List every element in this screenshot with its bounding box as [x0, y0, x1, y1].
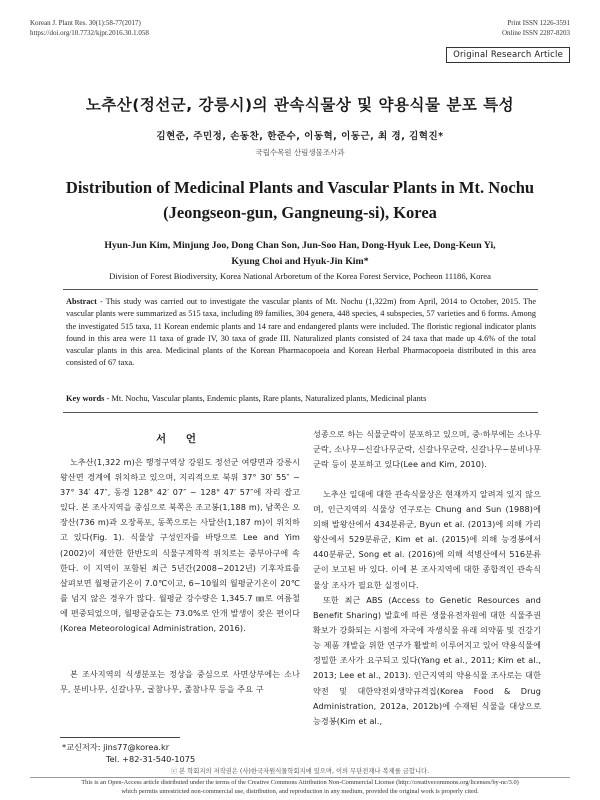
abstract-bottom-rule — [63, 412, 538, 413]
english-authors-line1: Hyun-Jun Kim, Minjung Joo, Dong Chan Son, Jun-Soo Han, Dong-Hyuk Lee, Dong-Keun Yi, — [104, 240, 496, 251]
license-line2: which permits unrestricted non-commercial use, distribution, and reproduction in any medium, provided the original work is properly cited. — [121, 788, 479, 795]
korean-affiliation: 국립수목원 산림생물조사과 — [255, 148, 345, 157]
article-type-badge: Original Research Article — [446, 47, 570, 63]
keywords-label: Key words — [66, 394, 105, 403]
body-right-paragraph-3: 또한 최근 ABS (Access to Genetic Resources and Benefit Sharing) 발효에 따른 생물유전자원에 대한 식물주권확보가 강화되는 시점에 자국에 자생식물 유래 의약품 및 건강기능 제품 개발을 위한 연구가 활발히 이루어지고 있어 약용식물에 정밀한 조사가 요구되고 있다(Yang et al., 2011; Kim et al., 2013; Lee et al., 2013). 인근지역의 약용식물 조사로는 대한약전 및 대한약전외생약규격집(Korea Food & Drug Administration, 2012a, 2012b)에 수재된 식물을 대상으로 능경봉(Kim et al., — [313, 595, 541, 726]
online-issn: Online ISSN 2287-8203 — [501, 29, 570, 37]
body-left-paragraph-2: 본 조사지역의 식생분포는 정상을 중심으로 사면상부에는 소나무, 분비나무, 신갈나무, 굴참나무, 졸참나무 등을 주요 구 — [60, 669, 300, 695]
english-affiliation: Division of Forest Biodiversity, Korea National Arboretum of the Korea Forest Service, Pocheon 11186, Korea — [109, 271, 491, 281]
abstract-top-rule — [63, 289, 538, 290]
body-left-paragraph-1: 노추산(1,322 m)은 행정구역상 강원도 정선군 여량면과 강릉시 왕산면 경계에 위치하고 있으며, 지리적으로 북위 37° 30′ 55″ ~ 37° 34′ 47″, 동경 128° 42′ 07″ ~ 128° 47′ 57″에 자리 잡고 있다. 본 조사지역을 중심으로 북쪽은 조고봉(1,188 m), 남쪽은 오장산(736 m)과 오장폭포, 동쪽으로는 사달산(1,187 m)이 위치하고 있다(Fig. 1). 식물상 구성인자를 바탕으로 Lee and Yim (2002)이 제안한 한반도의 식물구계학적 위치로는 중부아구에 속한다. 이 지역이 포함된 최근 5년간(2008~2012년) 기후자료를 살펴보면 월평균기온이 7.0℃이고, 6~10월의 월평균기온이 20℃를 넘지 않은 경우가 많다. 월평균 강수량은 1,345.7 ㎜로 여름철에 편중되었으며, 월평균습도는 73.0%로 안개 발생이 잦은 편이다(Korea Meteorological Administration, 2016). — [60, 457, 300, 634]
footnote-rule — [60, 737, 180, 738]
abstract-label: Abstract — [66, 297, 97, 306]
license-line1: This is an Open-Access article distributed under the terms of the Creative Commons Attribution Non-Commercial License (http://creativecommons.org/licenses/by-nc/3.0) — [81, 779, 519, 786]
keywords-text: - Mt. Nochu, Vascular plants, Endemic plants, Rare plants, Naturalized plants, Medicinal plants — [104, 394, 427, 403]
correspondence-email[interactable]: *교신저자: jins77@korea.kr — [62, 742, 170, 752]
korean-authors: 김현준, 주민정, 손동찬, 한준수, 이동혁, 이동근, 최 경, 김혁진* — [156, 131, 444, 142]
journal-citation: Korean J. Plant Res. 30(1):58-77(2017) — [30, 19, 141, 27]
footer-rule — [30, 777, 570, 778]
section-heading: 서 언 — [156, 433, 204, 445]
english-authors-line2: Kyung Choi and Hyuk-Jin Kim* — [231, 256, 369, 267]
copyright-note: ⓒ 본 학회지의 저작권은 (사)한국자원식물학회지에 있으며, 이의 무단전재나 복제를 금합니다. — [170, 768, 430, 775]
doi-link[interactable]: https://doi.org/10.7732/kjpr.2016.30.1.058 — [30, 29, 149, 37]
abstract — [66, 296, 536, 370]
print-issn: Print ISSN 1226-3591 — [507, 19, 570, 27]
correspondence-tel: Tel. +82-31-540-1075 — [106, 754, 196, 764]
keywords — [66, 394, 536, 403]
body-right-paragraph-2: 노추산 일대에 대한 관속식물상은 현재까지 알려져 있지 않으며, 인근지역의 식물상 연구로는 Chung and Sun (1988)에 의해 발왕산에서 434분류군, Byun et al. (2013)에 의해 가리왕산에서 529분류군, Kim et al. (2015)에 의해 능경봉에서 440분류군, Song et al. (2016)에 의해 석병산에서 516분류군이 보고된 바 있다. 이에 본 조사지역에 대한 종합적인 관속식물상 조사가 필요한 실정이다. — [313, 489, 541, 590]
korean-title: 노추산(정선군, 강릉시)의 관속식물상 및 약용식물 분포 특성 — [85, 96, 515, 114]
abstract-text: - This study was carried out to investigate the vascular plants of Mt. Nochu (1,322m) from April, 2014 to October, 2015. The vascular plants were summarized as 515 taxa, including 89 families, 304 genera, 448 species, 4 subspecies, 57 varieties and 6 forms. Among the investigated 515 taxa, 11 Korean endemic plants and 14 rare and endangered plants were included. The floristic regional indicator plants found in this area were 11 taxa of grade IV, 30 taxa of grade III. Naturalized plants consisted of 24 taxa that made up 4.6% of the total vascular plants in this area. Medicinal plants of the Korean Pharmacopoeia and Korean Herbal Pharmacopoeia distributed in this area consisted of 67 taxa. — [66, 297, 536, 368]
english-title-line1: Distribution of Medicinal Plants and Vascular Plants in Mt. Nochu — [65, 178, 535, 197]
english-title-line2: (Jeongseon-gun, Gangneung-si), Korea — [163, 203, 437, 222]
body-right-paragraph-1: 성종으로 하는 식물군락이 분포하고 있으며, 중·하부에는 소나무군락, 소나무−신갈나무군락, 신갈나무군락, 신갈나무−분비나무군락 등이 분포하고 있다(Lee and Kim, 2010). — [313, 429, 541, 470]
